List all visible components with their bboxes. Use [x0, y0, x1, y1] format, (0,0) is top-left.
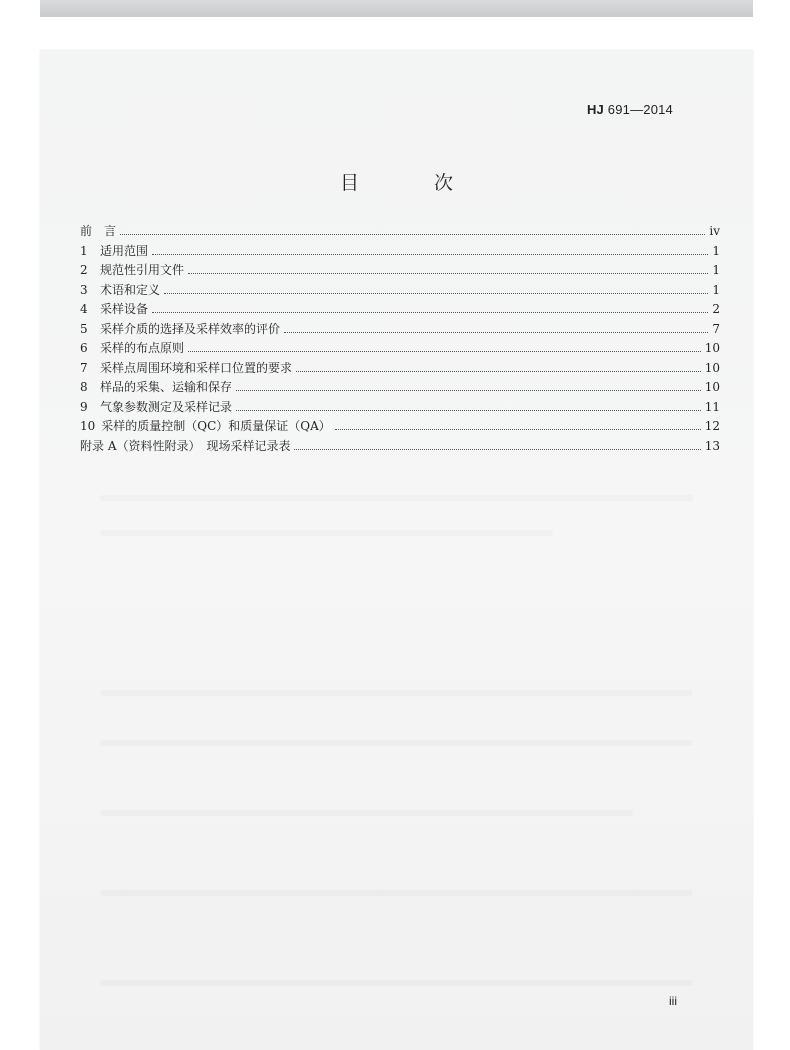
toc-entry-number: 7 [80, 360, 88, 375]
toc-entry-page: 1 [712, 263, 720, 277]
toc-leader-dots [296, 370, 701, 372]
table-of-contents [80, 222, 720, 456]
toc-entry-9[interactable] [80, 398, 720, 418]
toc-entry-label: 采样介质的选择及采样效率的评价 [100, 321, 281, 336]
toc-leader-dots [236, 389, 701, 391]
bleed-through-line [100, 690, 693, 696]
toc-entry-number: 9 [80, 399, 88, 414]
page-number: iii [669, 994, 677, 1008]
toc-entry-page: 7 [712, 321, 720, 336]
toc-leader-dots [236, 409, 701, 411]
toc-entry-7[interactable] [80, 359, 720, 379]
toc-entry-label: 附录 A（资料性附录） 现场采样记录表 [80, 438, 291, 453]
toc-entry-8[interactable] [80, 378, 720, 398]
toc-entry-page: iv [709, 224, 720, 238]
toc-entry-label: 气象参数测定及采样记录 [100, 399, 233, 414]
toc-entry-2[interactable] [80, 261, 720, 281]
toc-title: 目 次 [339, 172, 481, 194]
toc-entry-number: 8 [80, 380, 88, 394]
toc-entry-5[interactable] [80, 320, 720, 340]
toc-entry-number: 10 [80, 419, 96, 433]
toc-entry-page: 13 [704, 438, 720, 453]
document-page [40, 50, 753, 1050]
toc-entry-number: 2 [80, 263, 88, 277]
toc-leader-dots [294, 448, 700, 450]
toc-entry-foreword[interactable] [80, 222, 720, 242]
bleed-through-line [100, 530, 553, 536]
toc-entry-page: 1 [712, 243, 720, 258]
toc-entry-3[interactable] [80, 281, 720, 301]
toc-entry-10[interactable] [80, 417, 720, 437]
bleed-through-line [100, 980, 693, 986]
toc-entry-page: 11 [704, 399, 720, 414]
toc-entry-page: 10 [704, 341, 720, 355]
toc-entry-label: 规范性引用文件 [100, 263, 185, 277]
toc-leader-dots [284, 331, 708, 333]
toc-leader-dots [152, 311, 708, 313]
toc-leader-dots [335, 428, 701, 430]
toc-entry-page: 10 [704, 380, 720, 394]
standard-code-number: 691—2014 [603, 102, 673, 117]
toc-entry-number: 1 [80, 243, 88, 258]
previous-page-edge [40, 0, 753, 17]
toc-entry-label: 采样设备 [100, 302, 149, 316]
bleed-through-line [100, 810, 633, 816]
bleed-through-line [100, 495, 693, 501]
toc-entry-page: 2 [712, 302, 720, 316]
bleed-through-line [100, 890, 693, 896]
toc-entry-label: 采样点周围环境和采样口位置的要求 [100, 360, 293, 375]
toc-entry-label: 样品的采集、运输和保存 [100, 380, 233, 394]
toc-leader-dots [120, 233, 705, 235]
toc-entry-page: 12 [704, 419, 720, 433]
toc-entry-label: 采样的质量控制（QC）和质量保证（QA） [101, 419, 331, 433]
standard-code-prefix: HJ [586, 102, 604, 117]
toc-entry-number: 4 [80, 302, 88, 316]
standard-code [587, 102, 673, 117]
toc-entry-label: 前 言 [80, 224, 117, 238]
toc-entry-page: 1 [712, 282, 720, 297]
toc-entry-4[interactable] [80, 300, 720, 320]
toc-entry-1[interactable] [80, 242, 720, 262]
toc-leader-dots [188, 350, 701, 352]
bleed-through-line [100, 740, 693, 746]
toc-entry-number: 6 [80, 341, 88, 355]
toc-entry-label: 适用范围 [100, 243, 149, 258]
toc-entry-label: 术语和定义 [100, 282, 161, 297]
toc-entry-label: 采样的布点原则 [100, 341, 185, 355]
toc-leader-dots [188, 272, 708, 274]
toc-entry-page: 10 [704, 360, 720, 375]
toc-entry-appendix-a[interactable] [80, 437, 720, 457]
toc-entry-number: 5 [80, 321, 88, 336]
toc-leader-dots [152, 253, 708, 255]
toc-entry-number: 3 [80, 282, 88, 297]
toc-leader-dots [164, 292, 708, 294]
toc-entry-6[interactable] [80, 339, 720, 359]
